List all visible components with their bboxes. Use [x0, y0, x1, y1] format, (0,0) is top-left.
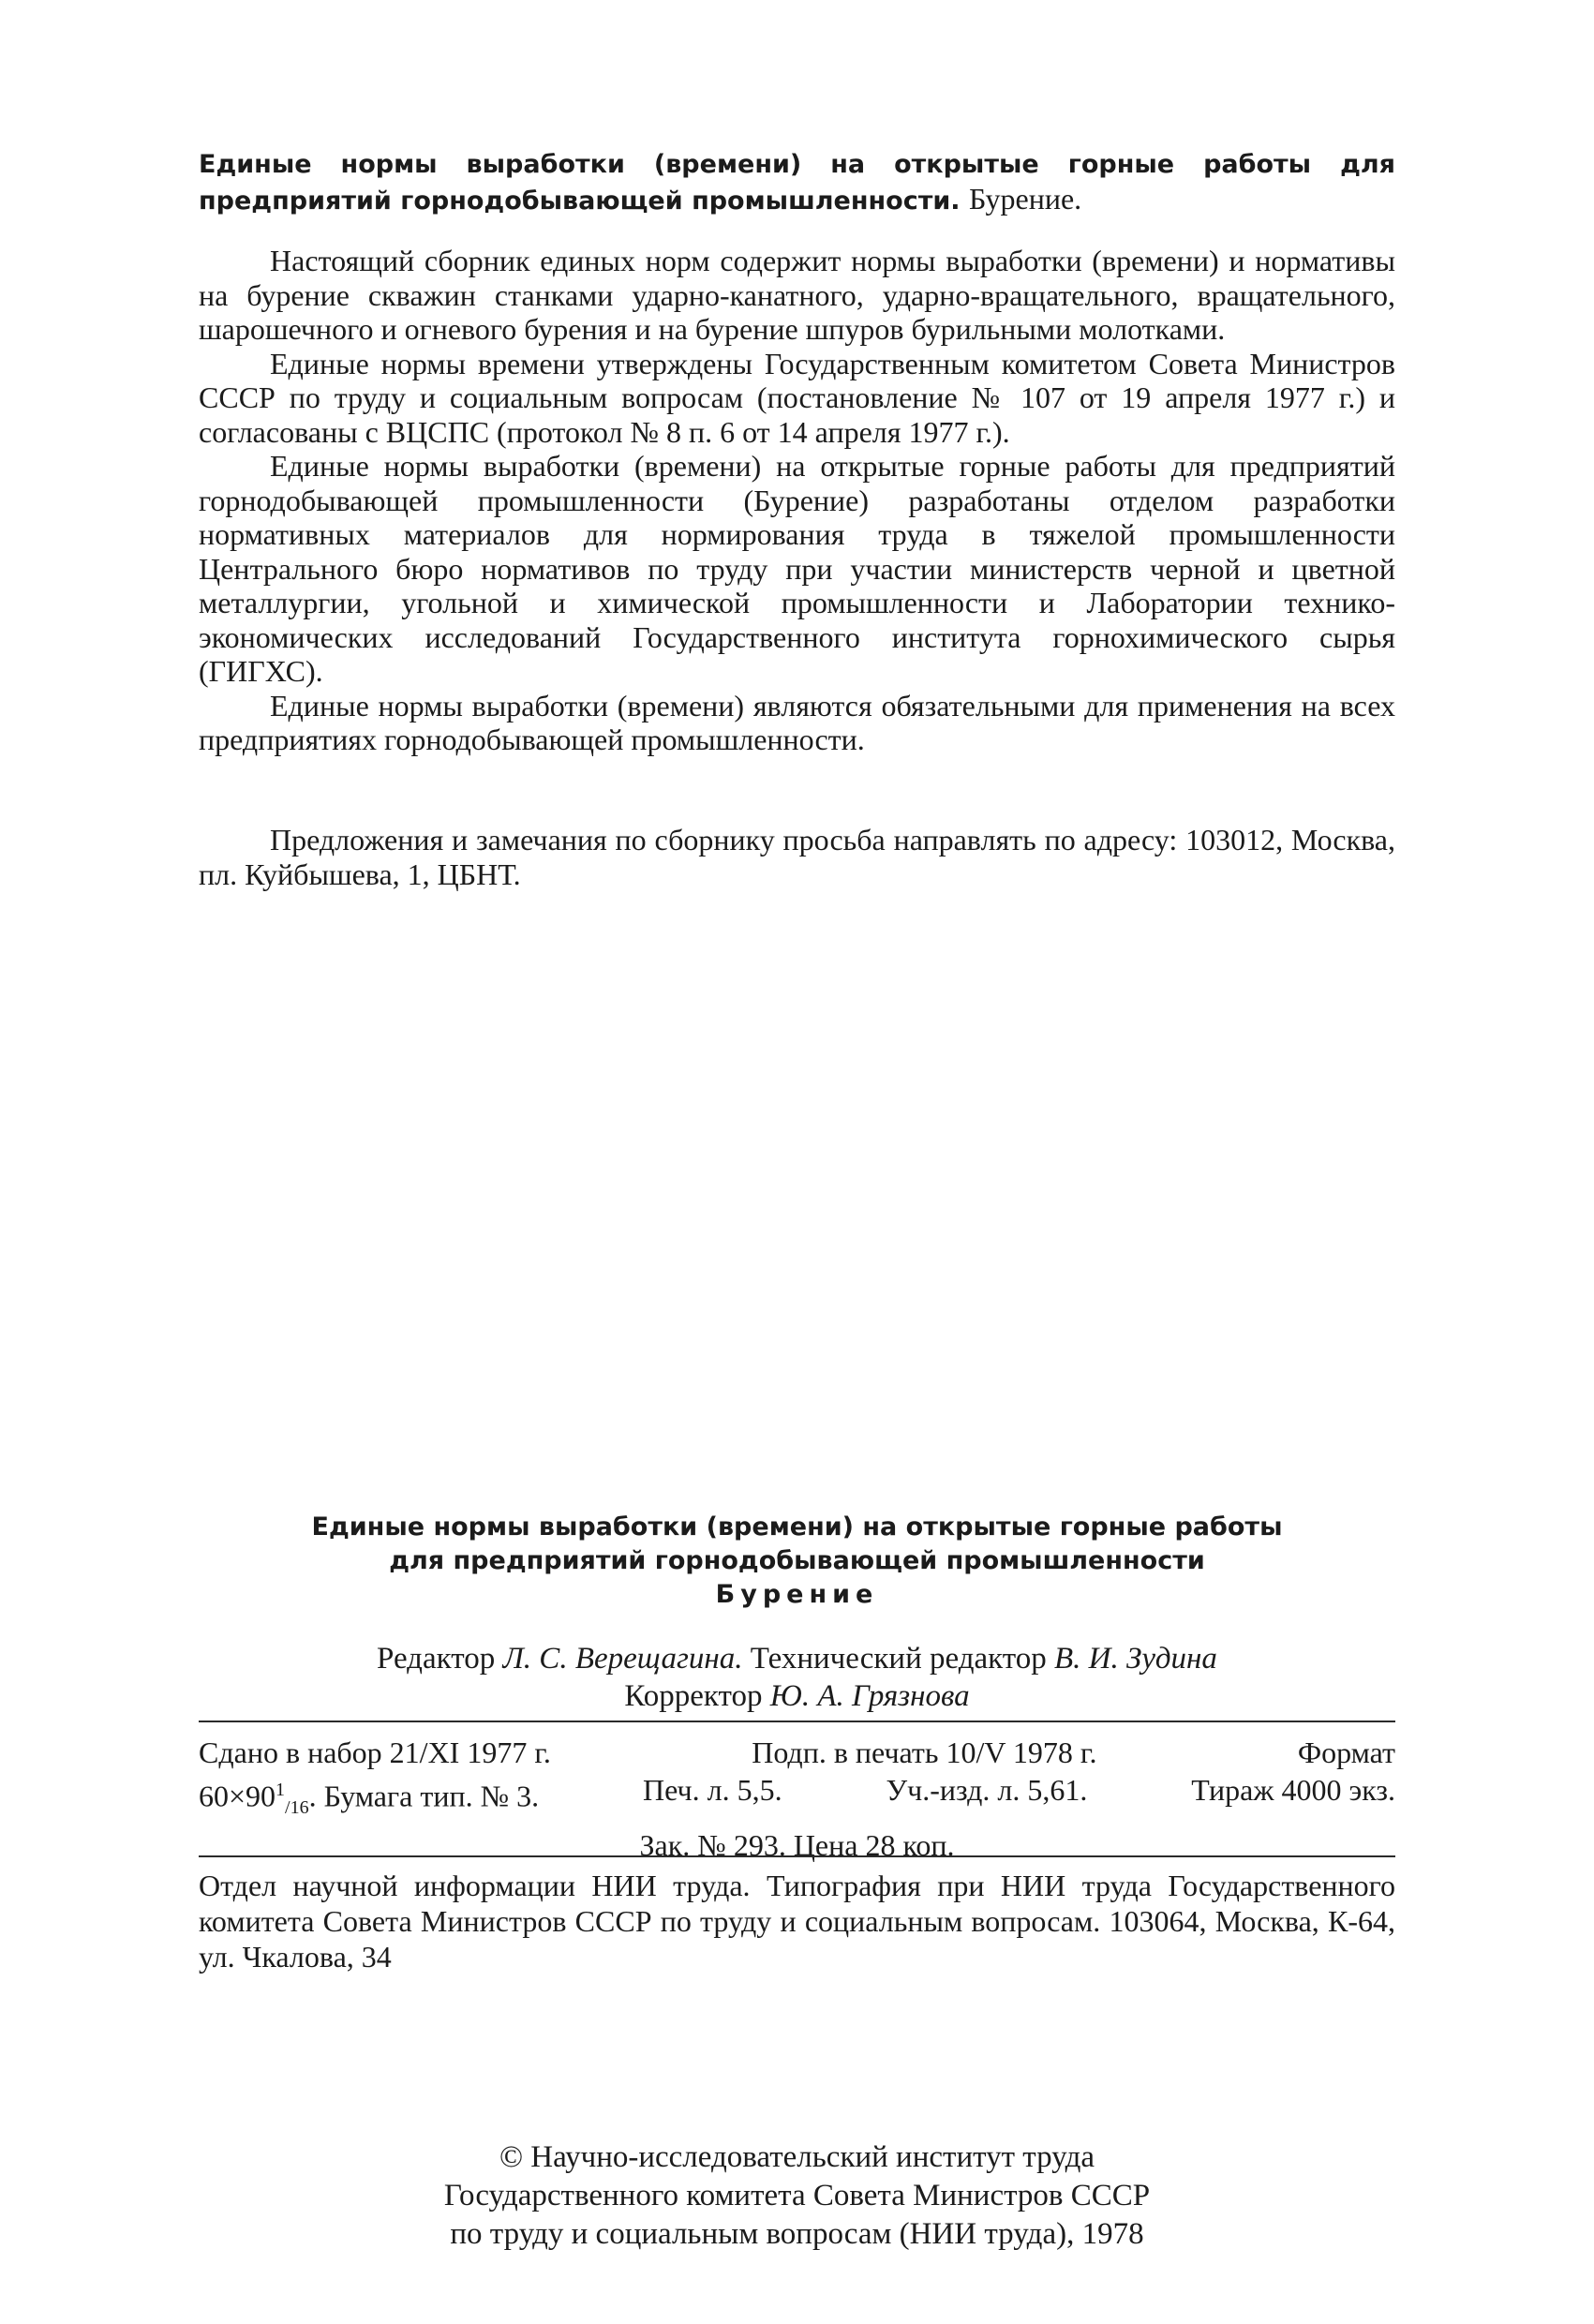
- imprint-title-line: Единые нормы выработки (времени) на открытые горные работы: [311, 1512, 1283, 1542]
- divider-rule: [199, 1721, 1395, 1722]
- tech-editor-label: Технический редактор: [750, 1642, 1047, 1676]
- annotation-paragraph: Настоящий сборник единых норм содержит нормы выработки (времени) и нормативы на бурение скважин станками ударно-канатного, ударно-вращательного, вращательного, шарошечного и огневого бурения и на бурение шпуров бурильными молотками.: [199, 244, 1395, 346]
- printed-sheets: Печ. л. 5,5.: [643, 1773, 782, 1807]
- imprint-title: [199, 1511, 1395, 1612]
- signed-to-print: Подп. в печать 10/V 1978 г.: [752, 1736, 1097, 1769]
- editors-block: [199, 1640, 1395, 1715]
- copyright-line: Государственного комитета Совета Министров СССР: [443, 2179, 1151, 2212]
- editor-name: Л. С. Верещагина.: [502, 1642, 743, 1676]
- annotation-paragraph: Единые нормы времени утверждены Государственным комитетом Совета Министров СССР по труду и социальным вопросам (постановление № 107 от 19 апреля 1977 г.) и согласованы с ВЦСПС (протокол № 8 п. 6 от 14 апреля 1977 г.).: [199, 346, 1395, 449]
- copyright-line: © Научно-исследовательский институт труда: [499, 2140, 1095, 2174]
- publication-data: [199, 1734, 1395, 1864]
- format-sup: 1: [276, 1780, 286, 1800]
- feedback-address-block: [199, 823, 1395, 891]
- imprint-title-line: для предприятий горнодобывающей промышленности: [389, 1546, 1205, 1575]
- imprint-title-genre: Бурение: [715, 1580, 879, 1609]
- corrector-name: Ю. А. Грязнова: [769, 1679, 970, 1713]
- printer-info: Отдел научной информации НИИ труда. Типография при НИИ труда Государственного комитета Совета Министров СССР по труду и социальным вопросам. 103064, Москва, К-64, ул. Чкалова, 34: [199, 1869, 1395, 1974]
- feedback-address-paragraph: Предложения и замечания по сборнику просьба направлять по адресу: 103012, Москва, пл. Куйбышева, 1, ЦБНТ.: [199, 823, 1395, 891]
- book-title-bold: Единые нормы выработки (времени) на открытые горные работы для предприятий горнодобывающей промышленности.: [199, 150, 1395, 216]
- format-value: 60×90: [199, 1779, 276, 1813]
- book-title-header: [199, 148, 1395, 218]
- tech-editor-name: В. И. Зудина: [1053, 1642, 1217, 1676]
- corrector-label: Корректор: [624, 1679, 763, 1713]
- order-number: Зак. № 293.: [639, 1828, 786, 1863]
- format-label: Формат: [1297, 1736, 1395, 1769]
- divider-rule: [199, 1855, 1395, 1857]
- annotation-paragraph: Единые нормы выработки (времени) на открытые горные работы для предприятий горнодобывающей промышленности (Бурение) разработаны отделом разработки нормативных материалов для нормирования труда в тяжелой промышленности Центрального бюро нормативов по труду при участии министерств черной и цветной металлургии, угольной и химической промышленности и Лаборатории технико-экономических исследований Государственного института горнохимического сырья (ГИГХС).: [199, 449, 1395, 688]
- copyright-line: по труду и социальным вопросам (НИИ труда), 1978: [450, 2217, 1144, 2251]
- copyright-block: [199, 2138, 1395, 2254]
- price: Цена 28 коп.: [793, 1828, 955, 1863]
- print-run: Тираж 4000 экз.: [1191, 1773, 1395, 1807]
- paper-type: . Бумага тип. № 3.: [308, 1779, 540, 1813]
- editor-label: Редактор: [377, 1642, 496, 1676]
- annotation-paragraph: Единые нормы выработки (времени) являются обязательными для применения на всех предприятиях горнодобывающей промышленности.: [199, 688, 1395, 756]
- book-title-genre: Бурение.: [968, 182, 1082, 216]
- sent-to-set: Сдано в набор 21/XI 1977 г.: [199, 1736, 551, 1769]
- format-sub: /16: [285, 1797, 309, 1819]
- annotation-block: [199, 244, 1395, 757]
- publisher-sheets: Уч.-изд. л. 5,61.: [886, 1773, 1088, 1807]
